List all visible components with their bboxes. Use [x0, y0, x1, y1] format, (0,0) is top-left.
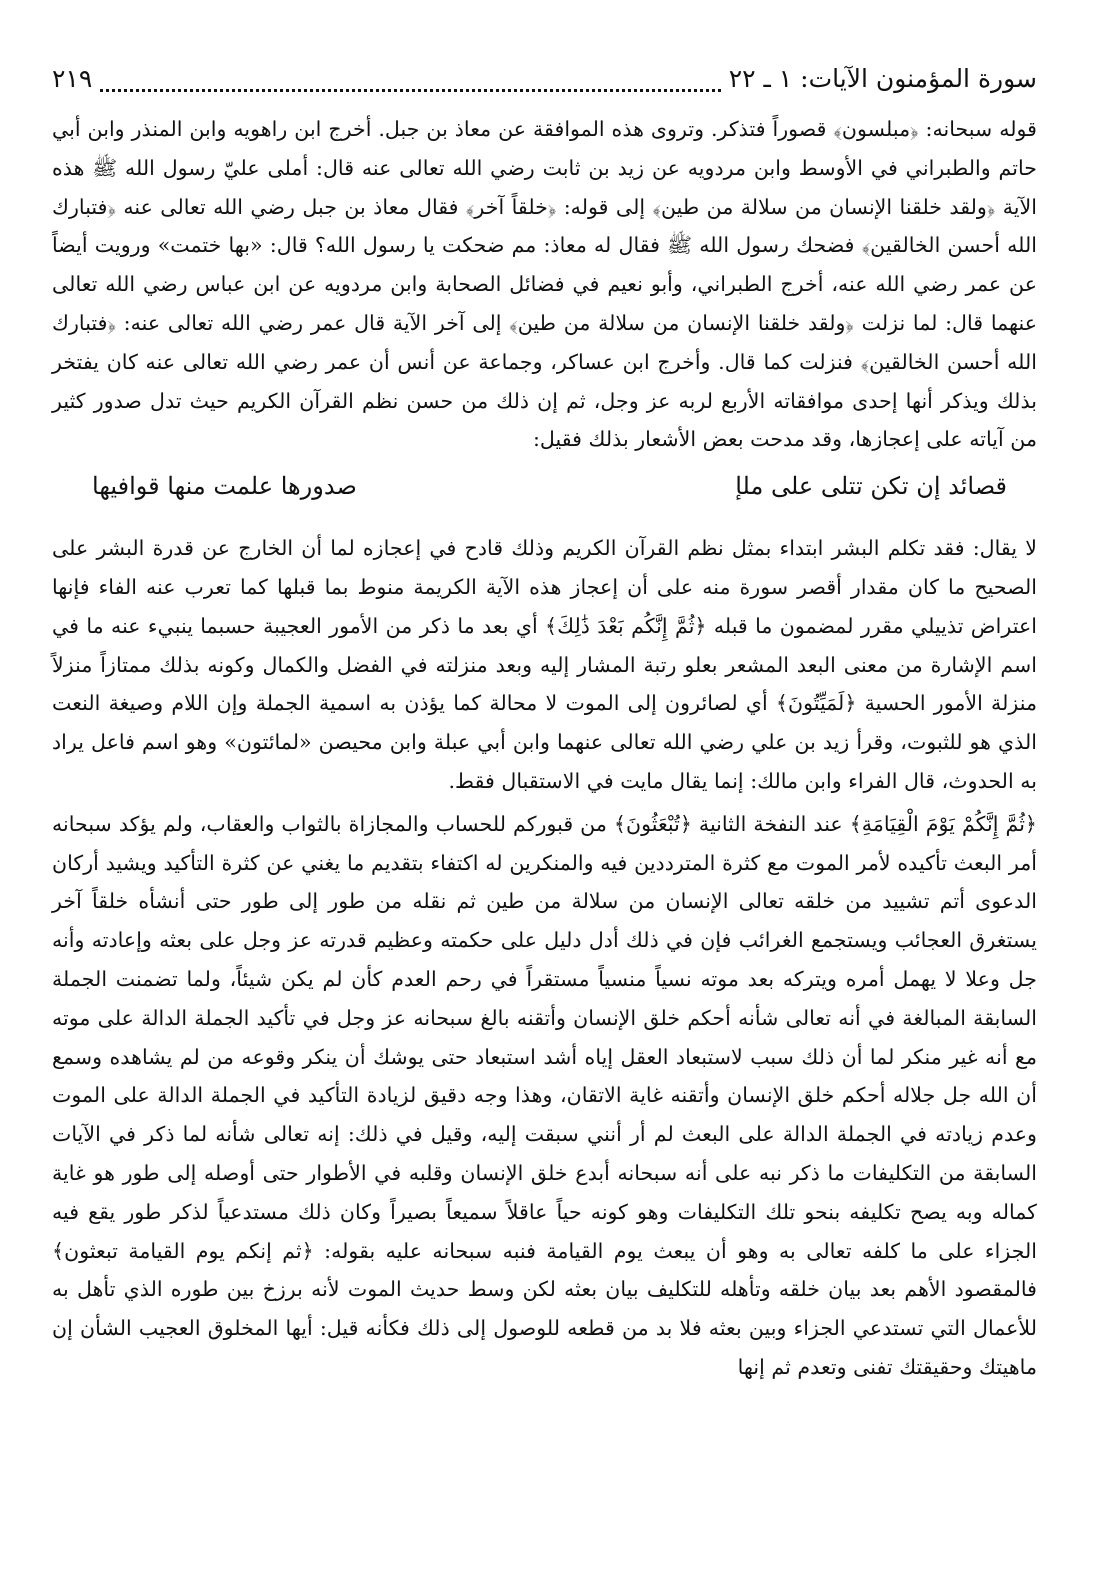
body-text: [52, 110, 1037, 1387]
running-header: [52, 58, 1037, 98]
verse-right-hemistich: قصائد إن تكن تتلى على ملإ: [735, 472, 1007, 501]
poem-verse: [52, 463, 1037, 509]
paragraph: ﴿ثُمَّ إِنَّكُمْ يَوْمَ الْقِيَامَةِ﴾ عند النفخة الثانية ﴿تُبْعَثُونَ﴾ من قبوركم للحساب والمجازاة بالثواب والعقاب، ولم يؤكد سبحانه أمر البعث تأكيده لأمر الموت مع كثرة المترددين فيه والمنكرين له اكتفاء بتقديم ما يغني عن كثرة التأكيد ويشيد أركان الدعوى أتم تشييد من خلقه تعالى الإنسان من سلالة من طين ثم نقله من طور إلى طور حتى أنشأه خلقاً آخر يستغرق العجائب ويستجمع الغرائب فإن في ذلك أدل دليل على حكمته وعظيم قدرته عز وجل على بعثه وإعادته وأنه جل وعلا لا يهمل أمره ويتركه بعد موته نسياً منسياً مستقراً في رحم العدم كأن لم يكن شيئاً، ولما تضمنت الجملة السابقة المبالغة في أنه تعالى شأنه أحكم خلق الإنسان وأتقنه بالغ سبحانه عز وجل في تأكيد الجملة الدالة على موته مع أنه غير منكر لما أن ذلك سبب لاستبعاد العقل إياه أشد استبعاد حتى يوشك أن ينكر وقوعه من لم يشاهده وسمع أن الله جل جلاله أحكم خلق الإنسان وأتقنه غاية الاتقان، وهذا وجه دقيق لزيادة التأكيد في الجملة الدالة على الموت وعدم زيادته في الجملة الدالة على البعث لم أر أنني سبقت إليه، وقيل في ذلك: إنه تعالى شأنه لما ذكر في الآيات السابقة من التكليفات ما ذكر نبه على أنه سبحانه أبدع خلق الإنسان وقلبه في الأطوار حتى أوصله إلى طور هو غاية كماله وبه يصح تكليفه بنحو تلك التكليفات وهو كونه حياً عاقلاً سميعاً بصيراً وكان ذلك مستدعياً لذكر طور يقع فيه الجزاء على ما كلفه تعالى به وهو أن يبعث يوم القيامة فنبه سبحانه عليه بقوله: ﴿ثم إنكم يوم القيامة تبعثون﴾ فالمقصود الأهم بعد بيان خلقه وتأهله للتكليف بيان بعثه لكن وسط حديث الموت لأنه برزخ بين طوره الذي تأهل به للأعمال التي تستدعي الجزاء وبين بعثه فلا بد من قطعه للوصول إلى ذلك فكأنه قيل: أيها المخلوق العجيب الشأن إن ماهيتك وحقيقتك تفنى وتعدم ثم إنها: [52, 811, 1038, 1379]
page-number: ٢١٩: [52, 63, 93, 93]
dotted-leader: [100, 75, 720, 92]
paragraph: لا يقال: فقد تكلم البشر ابتداء بمثل نظم القرآن الكريم وذلك قادح في إعجازه لما أن الخارج عن قدرة البشر على الصحيح ما كان مقدار أقصر سورة منه على أن إعجاز هذه الآية الكريمة منوط بما قبلها كما تعرب عنه الفاء فإنها اعتراض تذييلي مقرر لمضمون ما قبله ﴿ثُمَّ إِنَّكُم بَعْدَ ذَٰلِكَ﴾ أي بعد ما ذكر من الأمور العجيبة حسبما ينبيء عنه ما في اسم الإشارة من معنى البعد المشعر بعلو رتبة المشار إليه وبعد منزلته في الفضل والكمال وكونه بذلك ممتازاً منزلاً منزلة الأمور الحسية ﴿لَمَيِّتُونَ﴾ أي لصائرون إلى الموت لا محالة كما يؤذن به اسمية الجملة وإن اللام وصيغة النعت الذي هو للثبوت، وقرأ زيد بن علي رضي الله تعالى عنهما وابن أبي عبلة وابن محيصن «لمائتون» وهو اسم فاعل يراد به الحدوث، قال الفراء وابن مالك: إنما يقال مايت في الاستقبال فقط.: [52, 536, 1037, 793]
paragraph: قوله سبحانه: ﴿مبلسون﴾ قصوراً فتذكر. وتروى هذه الموافقة عن معاذ بن جبل. أخرج ابن راهويه وابن المنذر وابن أبي حاتم والطبراني في الأوسط وابن مردويه عن زيد بن ثابت رضي الله تعالى عنه قال: أملى عليّ رسول الله ﷺ هذه الآية ﴿ولقد خلقنا الإنسان من سلالة من طين﴾ إلى قوله: ﴿خلقاً آخر﴾ فقال معاذ بن جبل رضي الله تعالى عنه ﴿فتبارك الله أحسن الخالقين﴾ فضحك رسول الله ﷺ فقال له معاذ: مم ضحكت يا رسول الله؟ قال: «بها ختمت» ورويت أيضاً عن عمر رضي الله عنه، أخرج الطبراني، وأبو نعيم في فضائل الصحابة وابن مردويه عن ابن عباس رضي الله تعالى عنهما قال: لما نزلت ﴿ولقد خلقنا الإنسان من سلالة من طين﴾ إلى آخر الآية قال عمر رضي الله تعالى عنه: ﴿فتبارك الله أحسن الخالقين﴾ فنزلت كما قال. وأخرج ابن عساكر، وجماعة عن أنس أن عمر رضي الله تعالى عنه كان يفتخر بذلك ويذكر أنها إحدى موافقاته الأربع لربه عز وجل، ثم إن ذلك من حسن نظم القرآن الكريم حيث تدل صدور كثير من آياته على إعجازها، وقد مدحت بعض الأشعار بذلك فقيل:: [52, 117, 1037, 452]
verse-left-hemistich: صدورها علمت منها قوافيها: [92, 472, 357, 501]
running-title: سورة المؤمنون الآيات: ١ ـ ٢٢: [728, 63, 1037, 93]
